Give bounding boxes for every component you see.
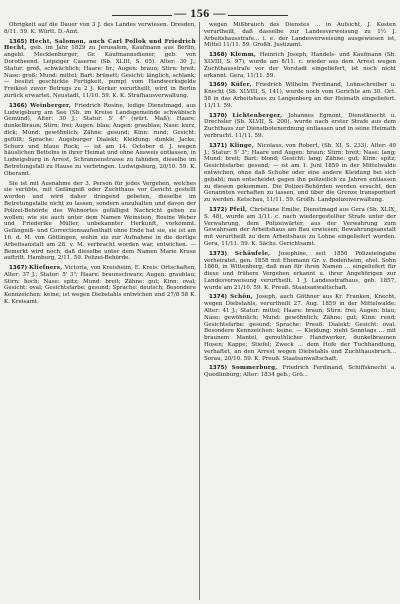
left-column: [4, 22, 196, 600]
page-number: — 156 —: [174, 6, 226, 20]
entry-number: 1374): [209, 294, 231, 301]
entry: [204, 113, 396, 140]
entry: [4, 22, 196, 36]
entry-text: Obrigkeit auf die Dauer von 3 J. des Landes verwiesen. Dresden, 8/11. 59. K. Württ. D.-Amt.: [4, 22, 196, 35]
entry-name: Lichtenberger,: [232, 112, 289, 119]
entry-name: Sommerburg,: [231, 365, 283, 372]
entry-name: Klinge,: [229, 142, 258, 149]
column-divider: [199, 22, 200, 600]
entry-text: Heinrich Joseph, Handels- und Kaufmann (Sb. XLVIII, S. 97), wurde am 8/11. c. wieder aus dem Arrest wegen Zuchthausstrafe vor der Vorstadt eingeliefert, ist noch nicht erkannt. Gera, 11/11. 59.: [204, 52, 396, 79]
entry-text: Christiane Emilie, Dienstmagd aus Gera (Sb. XLIX, S. 48), wurde am 3/11. c. nach wiedergestellter Strafe unter der Verwahrung, dem Polizeiwärter, aus der Verwahrung zum Gewahrsam der Arbeitshaus am Bau erwiesen; Bewahrungsanstalt mit verurtheilt zu dem Arbeitshaus zu Lohne eingeliefert worden. Gera, 11/11. 59. K. Sächs. Gerichtsamt.: [204, 206, 396, 247]
entry-text: wegen Mißbrauch des Dienstes ... in Aufsicht, J. Kosten verurtheilt, daß dasselbe zur Landesverweisung zu 1½ J. Arbeitshausstrafe... i. e. der Landesverweisung ausgewiesen ist, Mittel 11/11. 59. Großh. Justizamt.: [204, 22, 396, 49]
entry: [204, 22, 396, 49]
header-rule-right: [228, 15, 288, 16]
entry-number: 1368): [209, 52, 231, 59]
entry-name: Pfeil,: [229, 206, 251, 213]
entry-number: 1372): [209, 206, 230, 213]
entry: [4, 181, 196, 263]
entry-text: Joseph, auch Göthner aus Kr. Franken, Knecht, wegen Diebstahls, verurtheilt 27. Aug. 1859 in der Mittelwalde; Alter: 41 J.; Statur: mittel; Haare: braun; Stirn: frei; Augen: blau; Nase: gewöhnlich; Mund: gewöhnlich; Zähne: gut; Kinn: rund; Gesichtsfarbe: gesund; Sprache: Preuß. Dialekt; Gesicht: oval. Besondere Kennzeichen: keine. — Kleidung: zieht Sonntags ... mit braunem Mantel, gemuthlicher Handwerker, dunkelbraunen Hosen; Kappe; Stiefel; Zweck ... dem Hofe der Tuchhandlung, verhaftet, an den Arrest wegen Diebstahls und Zuchthausbruch... Sorau, 20/10. 59. K. Preuß. Staatsanwaltschaft.: [204, 294, 396, 362]
entry-text: Victoria, von Kreisheim, E. Kreis: Ortschaften, Alter: 37 J.; Statur: 5' 3"; Haare: braunschwarz; Augen: graublau; Stirn: hoch; Nase: spitz; Mund: breit; Zähne: gut; Kinn: oval; Gesicht: oval; Gesichtsfarbe: gesund; Sprache: deutsch; Besondere Kennzeichen: keine; ist wegen Diebstahls entwichen und 27/8 58 K. K. Kreisamt.: [4, 265, 196, 306]
entry-name: Küfer,: [230, 82, 256, 89]
entry-number: 1375): [209, 365, 232, 372]
entry: [204, 365, 396, 379]
entry-text: Friedrich Rosine, ledige Dienstmagd, aus Ludwigsburg am See (Sb. im Kreise Landsgemeinde schwäbisch Gemünd), Alter: 30 J.; Statur: 5' 4" (würt. Maß); Haare: dunkelbraun; Stirn: frei; Augen: blau; Augen: graublau; Nase: kurz, dick; Mund: gewöhnlich; Zähne: gesund; Kinn: rund; Gesicht: gefüllt; Sprache: Augsburger Dialekt; Kleidung: dunkle Jacke, Schurz und blaue Rock; — ist am 14. October d. J. wegen häuslichen Bettelns in ihrer Heimat und ohne Ausweis entlassen, in Ludwigsburg in Arrest, Schrannenstrasse zu fahnden, dieselbe im Betretungsfall zu Hause zu verbringen. Ludwigsburg, 20/10. 59. K. Oberamt.: [4, 102, 196, 177]
entry: [4, 103, 196, 178]
entry-text: Sie ist mit Ausnahme der 3. Person für jedes Vergehen, welches sie verübte, mit Gefängniß oder Zuchthaus vor Gericht gestellt worden und wird daher dringend gebeten, dieselbe im Betretungsfalle nicht zu lassen, sondern anzuhalten und davon der Polizei-Behörde des Wohnortes gefälligst Nachricht geben zu wollen; wie sie auch unter dem Namen Weinstein, Rosine Weber und Friederike Müller, unbekannter Herkunft, vorkommt. Gefängniß- und Correctionsaufenthalt ohne Ende hat sie, sie ist am 16. d. M. von Göttingen, wohin sie zur Aufnahme in die dortige Arbeitsanstalt am 28. v. M. verbracht worden war, entwichen. — Bemerkt wird noch, daß dieselbe unter dem Namen Marie Kruse auftritt. Hamburg, 2/11. 59. Polizei-Behörde.: [4, 180, 196, 262]
entry-text: Friedrich Wilhelm Ferdinand, Lohnschreiber u. Knecht (Sb. XLVIII, S. 141), wurde noch vom Gerichte am 30. Oct. 58 in das Arbeitshaus zu Langenberg an der Heimath eingeliefert. 11/11. 59.: [204, 82, 396, 109]
entry-name: Klemm,: [230, 52, 260, 59]
entry-number: 1370): [209, 112, 233, 119]
entry-number: 1365): [9, 38, 30, 45]
entry-number: 1366): [9, 102, 31, 109]
entry-name: Hecht, Salomon, auch Carl Pollok und Friedrich Hecht,: [4, 38, 196, 52]
entry: [204, 251, 396, 292]
entry-name: Schäufele,: [234, 250, 279, 257]
entry-number: 1373): [209, 250, 235, 257]
entry: [204, 52, 396, 79]
entry: [204, 207, 396, 248]
entry-number: 1369): [209, 82, 231, 89]
entry: [4, 265, 196, 306]
entry: [4, 39, 196, 100]
entry-text: geb. im Jahr 1829 zu Jerusalem, Kaufmann aus Berlin, angebl. Mecklenburger, Gr. Kaufmannsdiener, geb. von Dorotheend. Leipziger Caserne (Sb. XLIII, S. 65). Alter: 30 J.; Statur: groß, schwächlich; Haare: br.; Augen: braun; Stirn: breit; Nase: groß; Mund: mittel; Bart: brünett; Gesicht: länglich, schlank; — besitzt geschickte Fertigkeit, pumpt vom Handwerksgelde Freikost zuvor Betrugs zu 2 J. Kerker verurtheilt, wird in Berlin zurück erwartet. Neustadt, 11/10. 59. K. K. Strafhausverwaltung.: [4, 45, 196, 99]
entry-text: Friedrich Ferdinand, Schiffsknecht a. Quedlinburg; Alter: 1834 geb.; Grö...: [204, 365, 396, 379]
entry-text: Nicolaus, von Robert, (Sb. XI, S. 233). Alter: 40 J.; Statur: 5' 3"; Haare und Augen: braun; Stirn: breit; Nase: lang; Mund: breit; Bart: blond; Gesicht: lang; Zähne: gut; Kinn: spitz; Gesichtsfarbe: gesund; — ist am 1. Juni 1859 in der Mittelwalde entwichen, ohne daß Schuhe oder eine andere Kleidung bei sich gehabt; man entscheidet gegen ihn polizeilich zu Jahren entlassen zu diesem gekommen. Die Polizei-Behörden werden ersucht, den Genannten verhaften zu lassen, und über die Grenze transportiert zu werden. Ketschau, 11/11. 59. Großh. Landpolizeiverwaltung.: [204, 142, 396, 204]
entry-text: Josephine, seit 1856 Polizeieingabe verheiratet, gen. 1858 mit Ehemann Gr. v. Bodenheim, ehel. Sohn 1860, in Wittenberg, daß man für ihren Namen ... eingeliefert für diese und frühere Vergehen erkannt u. ihrer Angehörigen zur Landesverweisung verurtheilt. 1 J. Landesstrafhaus, geb. 1857, wurde am 21/10. 59. K. Preuß. Staatsanwaltschaft.: [204, 250, 396, 291]
entry: [204, 82, 396, 109]
entry-text: Johannes Egmont, Dienstknecht u. Drechsler (Sb. XLVII, S. 200), wurde nach erster Strafe aus dem Zuchthaus zur Dienstbotenordnung entlassen und in seine Heimath verbracht. 11/11. 59.: [204, 112, 396, 139]
entry-name: Kliefners,: [29, 265, 65, 272]
entry-number: 1371): [209, 142, 230, 149]
header-rule-left: [112, 15, 172, 16]
entry: [204, 294, 396, 362]
page-header: [0, 0, 400, 22]
entry-name: Schön,: [230, 294, 257, 301]
right-column: [204, 22, 396, 600]
entry: [204, 143, 396, 204]
entry-number: 1367): [9, 265, 30, 272]
entry-name: Weinberger,: [30, 102, 75, 109]
